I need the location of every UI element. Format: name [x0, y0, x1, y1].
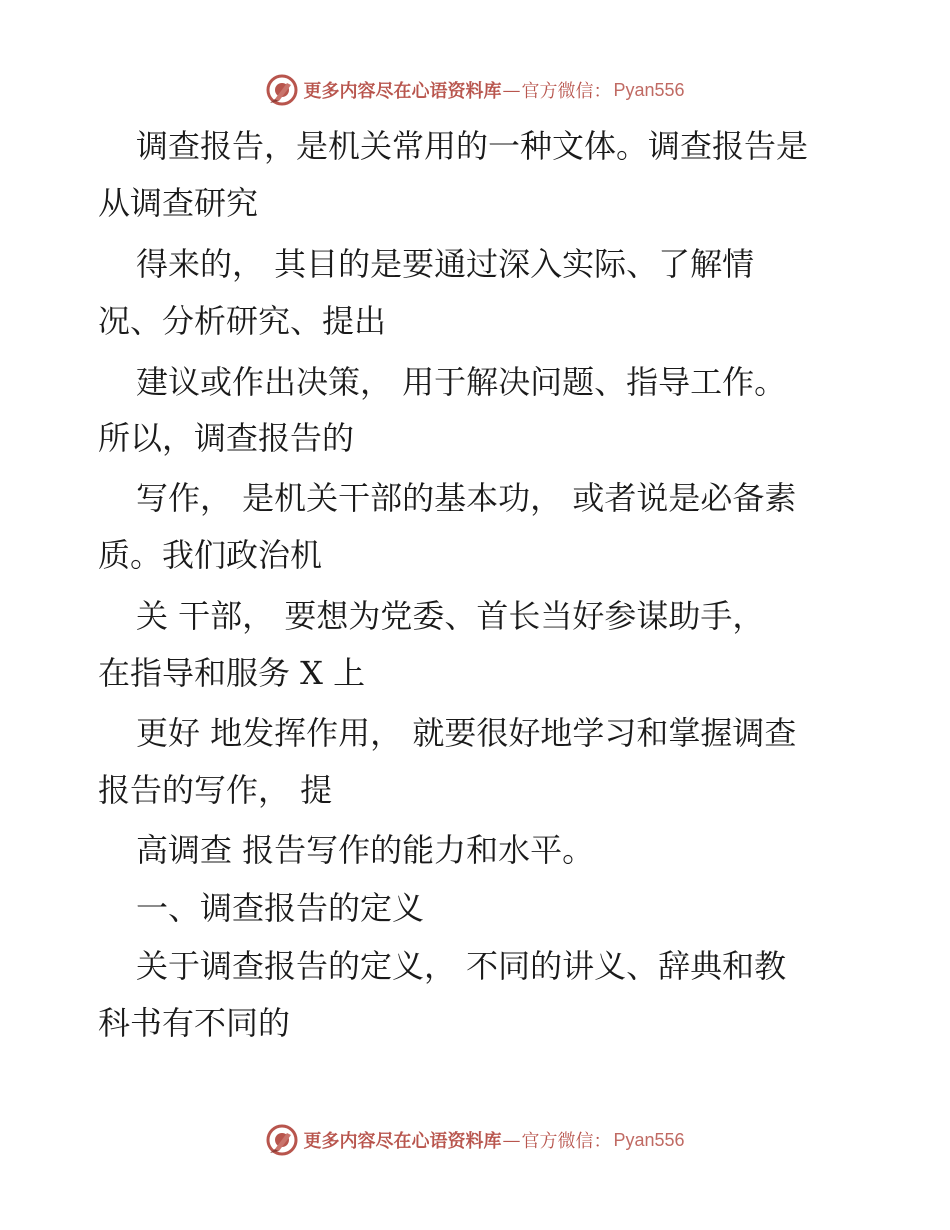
banner-wechat-label: 官方微信：	[521, 1131, 612, 1152]
banner-brand-text: 更多内容尽在心语资料库	[303, 81, 502, 102]
body-line: 得来的， 其目的是要通过深入实际、了解情	[136, 245, 755, 283]
body-line: 写作， 是机关干部的基本功， 或者说是必备素	[136, 479, 797, 517]
body-line: 所以，调查报告的	[98, 419, 355, 457]
body-line: 关于调查报告的定义， 不同的讲义、辞典和教	[136, 947, 787, 985]
body-line: 高调查 报告写作的能力和水平。	[136, 831, 595, 869]
body-line: 调查报告，是机关常用的一种文体。调查报告是	[136, 127, 809, 165]
pen-logo-icon	[265, 1123, 299, 1157]
banner-wechat-id: Pyan556	[613, 1129, 685, 1150]
body-line: 从调查研究	[98, 184, 259, 222]
body-line: 关 干部， 要想为党委、首长当好参谋助手，	[136, 597, 765, 635]
body-line: 科书有不同的	[98, 1004, 291, 1042]
banner-brand-text: 更多内容尽在心语资料库	[303, 1131, 502, 1152]
body-line: 更好 地发挥作用， 就要很好地学习和掌握调查	[136, 714, 797, 752]
pen-logo-icon	[265, 73, 299, 107]
banner-wechat-label: 官方微信：	[521, 81, 612, 102]
body-line: 建议或作出决策， 用于解决问题、指导工作。	[136, 363, 787, 401]
banner-dash: —	[502, 79, 521, 101]
footer-watermark-banner	[0, 1120, 950, 1160]
body-line: 在指导和服务 X 上	[98, 654, 366, 692]
body-line: 质。我们政治机	[98, 536, 323, 574]
header-watermark-banner	[0, 70, 950, 110]
body-line: 况、分析研究、提出	[98, 302, 387, 340]
section-heading: 一、调查报告的定义	[136, 889, 425, 927]
banner-dash: —	[502, 1129, 521, 1151]
body-line: 报告的写作， 提	[98, 771, 333, 809]
banner-wechat-id: Pyan556	[613, 79, 685, 100]
